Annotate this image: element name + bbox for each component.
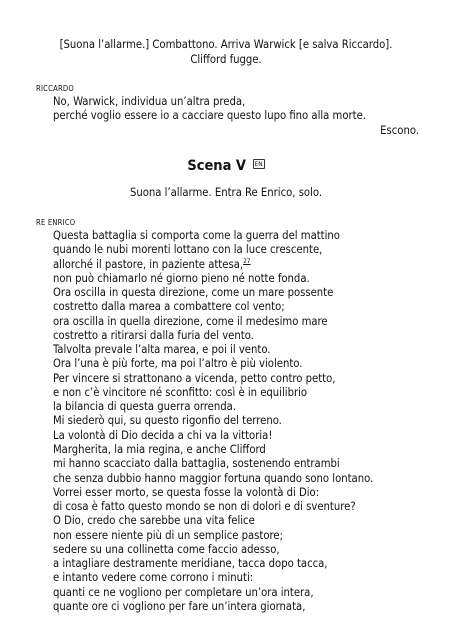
- verse-line: Per vincere si strattonano a vicenda, petto contro petto,: [53, 371, 336, 385]
- verse-line: non può chiamarlo né giorno pieno né notte fonda.: [53, 271, 310, 285]
- verse-line: e non c’è vincitore né sconfitto: così è in equilibrio: [53, 385, 308, 399]
- stage-direction-line: [Suona l’allarme.] Combattono. Arriva Warwick [e salva Riccardo].: [59, 38, 393, 51]
- verse-line: e intanto vedere come corrono i minuti:: [53, 571, 254, 585]
- verse-line: No, Warwick, individua un’altra preda,: [53, 95, 246, 108]
- verse-line: Mi siederò qui, su questo rigonfio del terreno.: [53, 414, 282, 428]
- stage-direction-line: Clifford fugge.: [190, 52, 262, 66]
- speaker-riccardo: RICCARDO: [36, 84, 74, 93]
- verse-line: di cosa è fatto questo mondo se non di dolori e di sventure?: [53, 500, 356, 514]
- verse-line: quando le nubi morenti lottano con la luce crescente,: [53, 243, 323, 257]
- scene-heading: [0, 157, 452, 175]
- verse-line: ora oscilla in quella direzione, come il medesimo mare: [53, 314, 328, 328]
- stage-direction-enter: [0, 186, 452, 201]
- stage-direction-line: Suona l’allarme. Entra Re Enrico, solo.: [129, 186, 323, 199]
- verse-line: Talvolta prevale l’alta marea, e poi il vento.: [53, 343, 271, 357]
- stage-direction-alarum: [0, 38, 452, 67]
- verse-line: che senza dubbio hanno maggior fortuna quando sono lontano.: [53, 471, 374, 485]
- scene-title: Scena V: [187, 158, 247, 174]
- verse-line: Questa battaglia si comporta come la guerra del mattino: [53, 229, 340, 242]
- stage-direction-exit: Escono.: [380, 124, 419, 137]
- verse-line: perché voglio essere io a cacciare questo lupo fino alla morte.: [53, 109, 366, 123]
- verse-line: Ora l’una è più forte, ma poi l’altro è più violento.: [53, 357, 303, 371]
- verse-text: allorché il pastore, in paziente attesa,: [53, 257, 244, 271]
- verse-line: O Dio, credo che sarebbe una vita felice: [53, 514, 255, 528]
- verse-line: non essere niente più di un semplice pastore;: [53, 528, 283, 542]
- verse-line: a intagliare destramente meridiane, tacca dopo tacca,: [53, 557, 328, 571]
- verse-line: Ora oscilla in questa direzione, come un mare possente: [53, 286, 334, 300]
- verse-line: Vorrei esser morto, se questa fosse la volontà di Dio:: [53, 485, 320, 499]
- verse-line: [53, 258, 373, 272]
- english-text-link[interactable]: EN: [254, 160, 263, 168]
- verse-line: La volontà di Dio decida a chi va la vittoria!: [53, 428, 273, 442]
- speaker-re-enrico: RE ENRICO: [36, 218, 76, 227]
- verse-line: costretto a ritirarsi dalla furia del vento.: [53, 328, 254, 342]
- footnote-ref-link[interactable]: 27: [243, 256, 251, 265]
- verse-line: costretto dalla marea a combattere col vento;: [53, 300, 285, 314]
- enrico-speech: [53, 229, 373, 614]
- verse-line: Margherita, la mia regina, e anche Clifford: [53, 442, 266, 456]
- verse-line: quante ore ci vogliono per fare un’intera giornata,: [53, 599, 306, 613]
- verse-line: mi hanno scacciato dalla battaglia, sostenendo entrambi: [53, 457, 340, 471]
- verse-line: sedere su una collinetta come faccio adesso,: [53, 542, 280, 556]
- riccardo-speech: [53, 95, 366, 124]
- verse-line: la bilancia di questa guerra orrenda.: [53, 400, 237, 414]
- verse-line: quanti ce ne vogliono per completare un’ora intera,: [53, 585, 314, 599]
